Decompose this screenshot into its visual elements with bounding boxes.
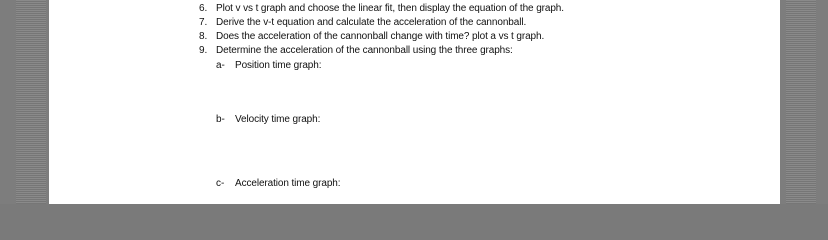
subitem-text-c: Acceleration time graph: — [235, 178, 341, 189]
item-text-7: Derive the v-t equation and calculate the acceleration of the cannonball. — [216, 17, 527, 28]
document-page — [49, 0, 780, 204]
item-text-9: Determine the acceleration of the cannonball using the three graphs: — [216, 45, 513, 56]
item-text-8: Does the acceleration of the cannonball change with time? plot a vs t graph. — [216, 31, 545, 42]
subitem-label-c: c- — [216, 178, 225, 189]
item-number-6: 6. — [199, 3, 208, 14]
item-number-7: 7. — [199, 17, 208, 28]
right-margin-strip[interactable] — [786, 0, 816, 204]
subitem-label-b: b- — [216, 114, 225, 125]
item-number-8: 8. — [199, 31, 208, 42]
item-number-9: 9. — [199, 45, 208, 56]
subitem-text-b: Velocity time graph: — [235, 114, 321, 125]
subitem-text-a: Position time graph: — [235, 60, 322, 71]
item-text-6: Plot v vs t graph and choose the linear fit, then display the equation of the graph. — [216, 3, 564, 14]
subitem-label-a: a- — [216, 60, 225, 71]
left-margin-strip — [16, 0, 46, 204]
